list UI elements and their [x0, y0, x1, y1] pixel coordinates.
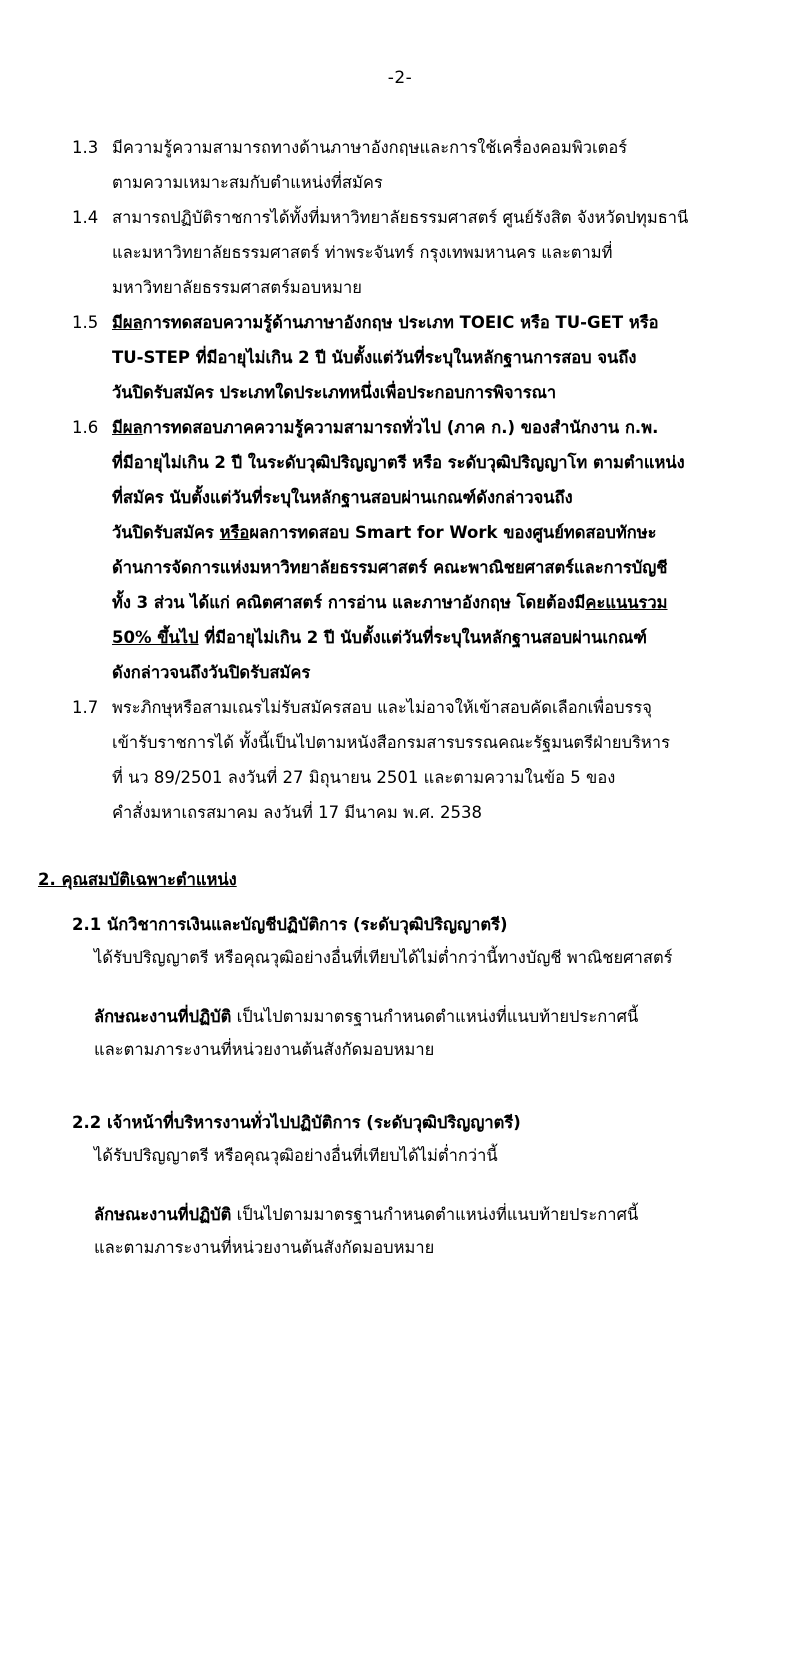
- clause-1-4: [72, 200, 762, 305]
- clause-underline-prefix: มีผล: [112, 418, 143, 437]
- clause-line: วันปิดรับสมัคร หรือผลการทดสอบ Smart for Work ของศูนย์ทดสอบทักษะ: [112, 523, 657, 542]
- clause-underline-or: หรือ: [219, 523, 250, 542]
- clause-line: [112, 305, 762, 340]
- clause-line: ที่สมัคร นับตั้งแต่วันที่ระบุในหลักฐานสอบผ่านเกณฑ์ดังกล่าวจนถึง: [112, 488, 573, 507]
- clause-number: 1.7: [72, 698, 99, 717]
- clause-line: 50% ขึ้นไป ที่มีอายุไม่เกิน 2 ปี นับตั้งแต่วันที่ระบุในหลักฐานสอบผ่านเกณฑ์: [112, 628, 647, 647]
- clause-line: สามารถปฏิบัติราชการได้ทั้งที่มหาวิทยาลัยธรรมศาสตร์ ศูนย์รังสิต จังหวัดปทุมธานี: [112, 208, 689, 227]
- duties-text: เป็นไปตามมาตรฐานกำหนดตำแหน่งที่แนบท้ายประกาศนี้: [231, 1007, 639, 1026]
- duties-label: ลักษณะงานที่ปฏิบัติ: [94, 1007, 232, 1026]
- duties-text: เป็นไปตามมาตรฐานกำหนดตำแหน่งที่แนบท้ายประกาศนี้: [231, 1205, 639, 1224]
- clause-line: พระภิกษุหรือสามเณรไม่รับสมัครสอบ และไม่อาจให้เข้าสอบคัดเลือกเพื่อบรรจุ: [112, 698, 652, 717]
- clause-line: คำสั่งมหาเถรสมาคม ลงวันที่ 17 มีนาคม พ.ศ. 2538: [112, 803, 483, 822]
- position-title: [72, 1106, 762, 1139]
- clause-line: ที่มีอายุไม่เกิน 2 ปี ในระดับวุฒิปริญญาตรี หรือ ระดับวุฒิปริญญาโท ตามตำแหน่ง: [112, 453, 685, 472]
- clause-text: [112, 200, 762, 305]
- position-duties: [72, 1000, 762, 1033]
- position-2-2: [0, 1106, 800, 1264]
- clause-line: มีความรู้ความสามารถทางด้านภาษาอังกฤษและการใช้เครื่องคอมพิวเตอร์: [112, 138, 628, 157]
- document-body: [0, 130, 800, 830]
- clause-line: วันปิดรับสมัคร ประเภทใดประเภทหนึ่งเพื่อประกอบการพิจารณา: [112, 383, 557, 402]
- clause-text: [112, 130, 762, 200]
- clause-line: ตามความเหมาะสมกับตำแหน่งที่สมัคร: [112, 173, 383, 192]
- clause-1-3: [72, 130, 762, 200]
- clause-1-5: [72, 305, 762, 410]
- position-name: เจ้าหน้าที่บริหารงานทั่วไปปฏิบัติการ (ระดับวุฒิปริญญาตรี): [106, 1113, 521, 1132]
- clause-text: [112, 690, 762, 830]
- clause-line: TU-STEP ที่มีอายุไม่เกิน 2 ปี นับตั้งแต่วันที่ระบุในหลักฐานการสอบ จนถึง: [112, 348, 637, 367]
- clause-line: และมหาวิทยาลัยธรรมศาสตร์ ท่าพระจันทร์ กรุงเทพมหานคร และตามที่: [112, 243, 613, 262]
- clause-number: 1.5: [72, 313, 99, 332]
- clause-underline-percent: 50% ขึ้นไป: [112, 628, 199, 647]
- clause-text: [112, 410, 762, 690]
- clause-line: ที่ นว 89/2501 ลงวันที่ 27 มิถุนายน 2501 และตามความในข้อ 5 ของ: [112, 768, 616, 787]
- clause-1-7: [72, 690, 762, 830]
- clause-line: [112, 410, 762, 445]
- position-number: 2.1: [72, 915, 102, 934]
- position-duties-continued: และตามภาระงานที่หน่วยงานต้นสังกัดมอบหมาย: [94, 1238, 435, 1257]
- clause-text: [112, 305, 762, 410]
- clause-number: 1.6: [72, 418, 99, 437]
- clause-underline-score: คะแนนรวม: [585, 593, 668, 612]
- clause-line-rest: การทดสอบความรู้ด้านภาษาอังกฤษ ประเภท TOEIC หรือ TU-GET หรือ: [142, 313, 659, 332]
- section-heading-2: [0, 864, 800, 896]
- position-name: นักวิชาการเงินและบัญชีปฏิบัติการ (ระดับวุฒิปริญญาตรี): [106, 915, 508, 934]
- clause-line: ทั้ง 3 ส่วน ได้แก่ คณิตศาสตร์ การอ่าน และภาษาอังกฤษ โดยต้องมีคะแนนรวม: [112, 593, 668, 612]
- clause-line: มหาวิทยาลัยธรรมศาสตร์มอบหมาย: [112, 278, 362, 297]
- clause-number: 1.4: [72, 208, 99, 227]
- clause-line: ด้านการจัดการแห่งมหาวิทยาลัยธรรมศาสตร์ คณะพาณิชยศาสตร์และการบัญชี: [112, 558, 668, 577]
- clause-underline-prefix: มีผล: [112, 313, 143, 332]
- clause-number: 1.3: [72, 138, 99, 157]
- position-duties: [72, 1198, 762, 1231]
- position-duties-continued: และตามภาระงานที่หน่วยงานต้นสังกัดมอบหมาย: [94, 1040, 435, 1059]
- clause-line-rest: การทดสอบภาคความรู้ความสามารถทั่วไป (ภาค ก.) ของสำนักงาน ก.พ.: [142, 418, 659, 437]
- position-number: 2.2: [72, 1113, 102, 1132]
- section-heading-text: 2. คุณสมบัติเฉพาะตำแหน่ง: [38, 870, 237, 889]
- position-qualification: ได้รับปริญญาตรี หรือคุณวุฒิอย่างอื่นที่เทียบได้ไม่ต่ำกว่านี้: [94, 1146, 498, 1165]
- position-title: [72, 908, 762, 941]
- position-2-1: [0, 908, 800, 1066]
- clause-line: ดังกล่าวจนถึงวันปิดรับสมัคร: [112, 663, 311, 682]
- clause-1-6: [72, 410, 762, 690]
- clause-line: เข้ารับราชการได้ ทั้งนี้เป็นไปตามหนังสือกรมสารบรรณคณะรัฐมนตรีฝ่ายบริหาร: [112, 733, 670, 752]
- page-number: -2-: [387, 68, 413, 88]
- position-qualification: ได้รับปริญญาตรี หรือคุณวุฒิอย่างอื่นที่เทียบได้ไม่ต่ำกว่านี้ทางบัญชี พาณิชยศาสตร์: [94, 948, 673, 967]
- duties-label: ลักษณะงานที่ปฏิบัติ: [94, 1205, 232, 1224]
